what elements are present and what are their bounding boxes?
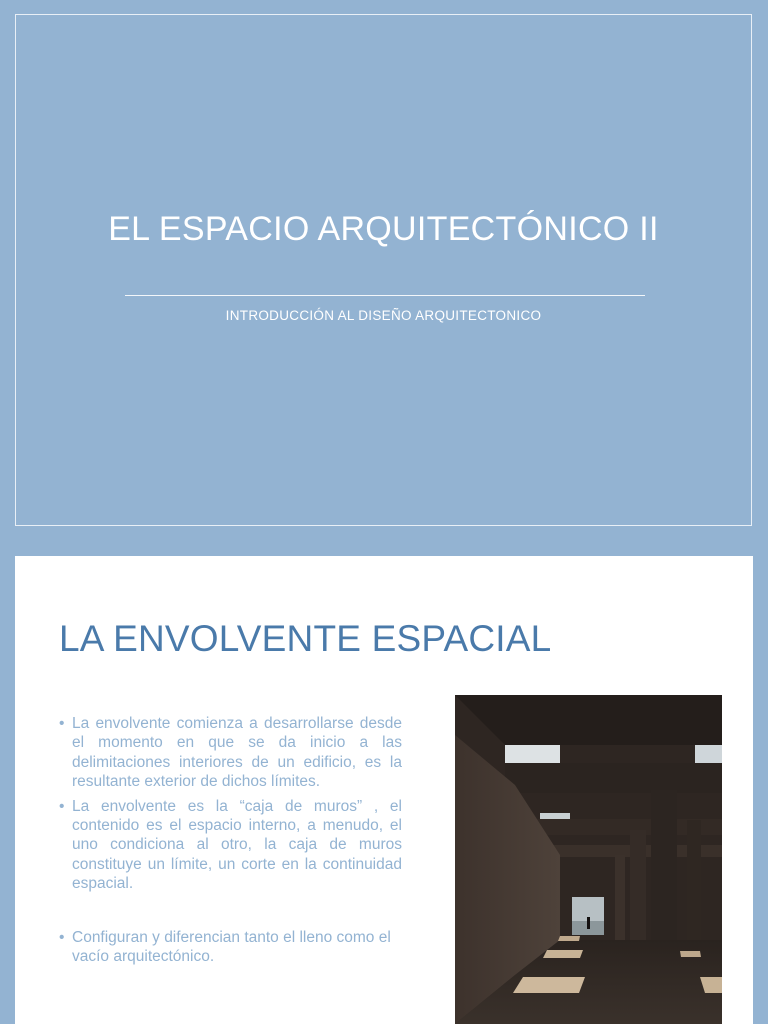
bullet-item: • Configuran y diferencian tanto el lleno como el vacío arquitectónico. (59, 928, 402, 967)
slide-subtitle: INTRODUCCIÓN AL DISEÑO ARQUITECTONICO (225, 308, 542, 323)
bullet-item: • La envolvente comienza a desarrollarse desde el momento en que se da inicio a las delimitaciones interiores de un edificio, es la resultante exterior de dichos límites. (59, 714, 402, 792)
bullet-item: • La envolvente es la “caja de muros” , el contenido es el espacio interno, a menudo, el uno condiciona al otro, la caja de muros constituye un límite, un corte en la continuidad espacial. (59, 797, 402, 894)
title-divider (125, 295, 645, 296)
content-slide (15, 556, 753, 1024)
content-slide-title: LA ENVOLVENTE ESPACIAL (59, 618, 552, 659)
slide-title: EL ESPACIO ARQUITECTÓNICO II (108, 210, 659, 248)
title-slide (15, 14, 752, 526)
bullet-list (59, 714, 402, 971)
architecture-photo (455, 695, 722, 1024)
